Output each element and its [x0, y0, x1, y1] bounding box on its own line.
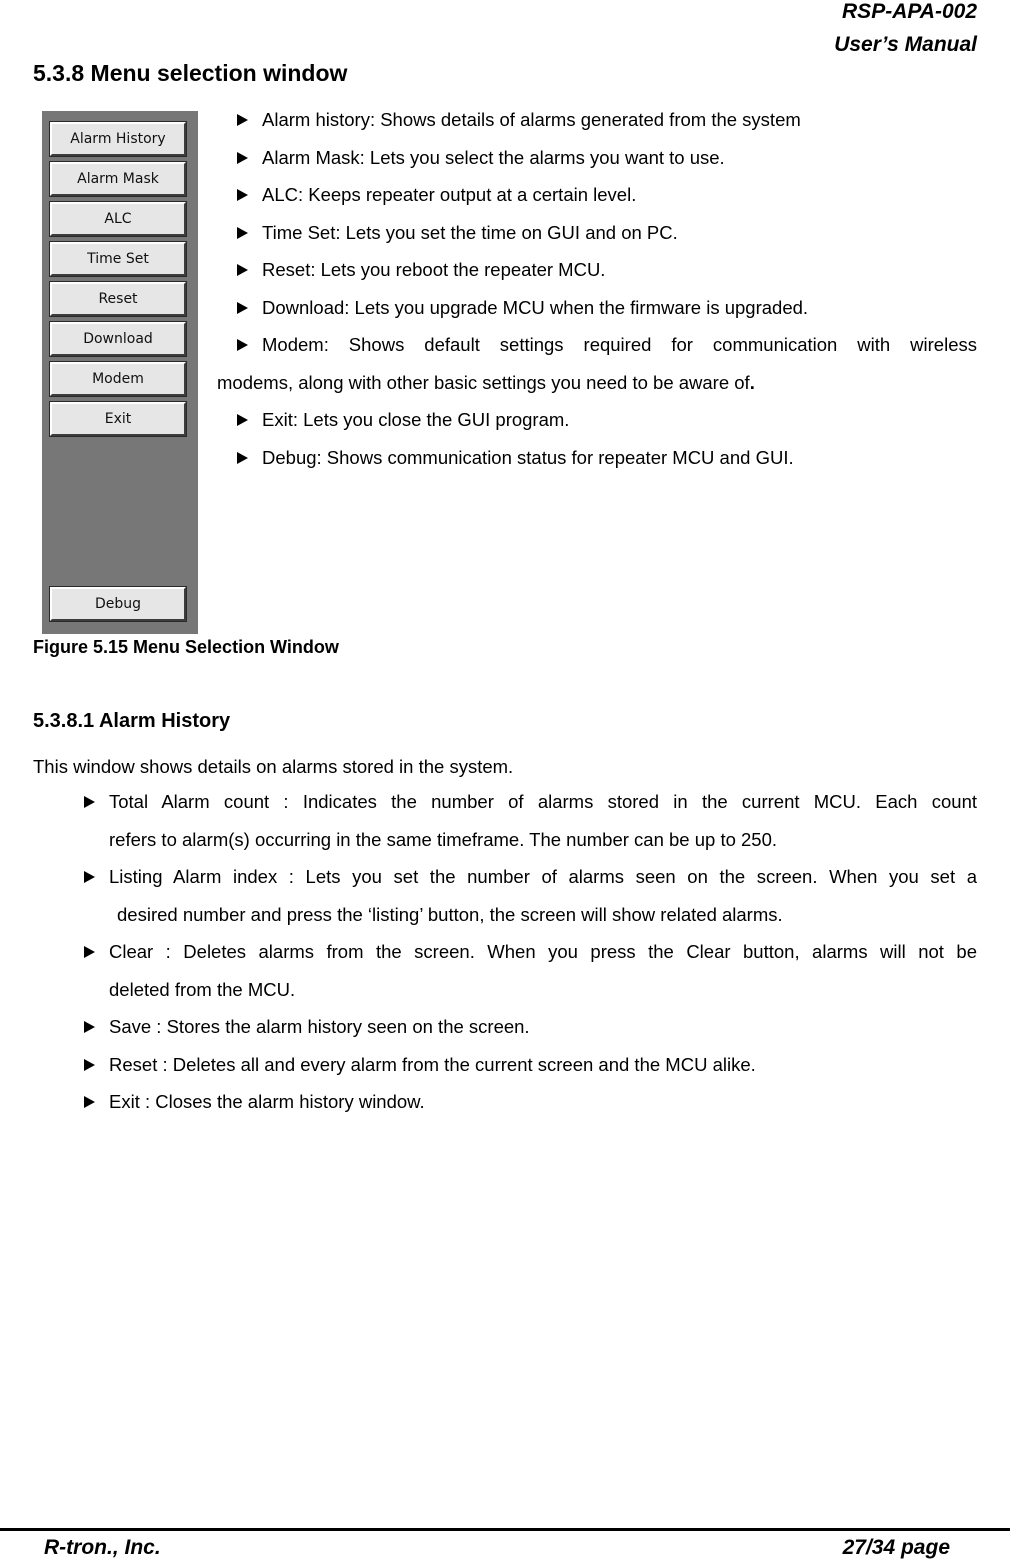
bullet-triangle-icon — [237, 302, 248, 314]
bullet-triangle-icon — [237, 189, 248, 201]
bullet-triangle-icon — [237, 414, 248, 426]
desc-download: Download: Lets you upgrade MCU when the firmware is upgraded. — [237, 296, 808, 320]
item-exit: Exit : Closes the alarm history window. — [84, 1090, 425, 1114]
item-clear-cont: deleted from the MCU. — [109, 979, 296, 1000]
item-save: Save : Stores the alarm history seen on the screen. — [84, 1015, 530, 1039]
figure-caption: Figure 5.15 Menu Selection Window — [33, 637, 339, 657]
bullet-triangle-icon — [237, 452, 248, 464]
desc-modem-line2: modems, along with other basic settings you need to be aware of. — [217, 372, 755, 393]
alarm-mask-button[interactable]: Alarm Mask — [50, 162, 186, 196]
bullet-triangle-icon — [84, 946, 95, 958]
footer-rule — [0, 1528, 1010, 1531]
item-reset: Reset : Deletes all and every alarm from the current screen and the MCU alike. — [84, 1053, 756, 1077]
bullet-triangle-icon — [84, 1021, 95, 1033]
bullet-triangle-icon — [237, 264, 248, 276]
alarm-history-button[interactable]: Alarm History — [50, 122, 186, 156]
exit-button[interactable]: Exit — [50, 402, 186, 436]
subsection-title: 5.3.8.1 Alarm History — [33, 710, 231, 732]
manual-title: User’s Manual — [834, 33, 977, 56]
desc-exit: Exit: Lets you close the GUI program. — [237, 408, 569, 432]
item-total-alarm-count-cont: refers to alarm(s) occurring in the same timeframe. The number can be up to 250. — [109, 829, 778, 850]
item-total-alarm-count: Total Alarm count : Indicates the number of alarms stored in the current MCU. Each count — [84, 790, 977, 814]
alc-button[interactable]: ALC — [50, 202, 186, 236]
bullet-triangle-icon — [237, 227, 248, 239]
desc-alc: ALC: Keeps repeater output at a certain level. — [237, 183, 636, 207]
item-listing-alarm-index: Listing Alarm index : Lets you set the number of alarms seen on the screen. When you set a — [84, 865, 977, 889]
time-set-button[interactable]: Time Set — [50, 242, 186, 276]
desc-modem-line1: Modem: Shows default settings required for communication with wireless — [237, 333, 977, 357]
bullet-triangle-icon — [84, 1096, 95, 1108]
desc-debug: Debug: Shows communication status for repeater MCU and GUI. — [237, 446, 794, 470]
subsection-intro: This window shows details on alarms stored in the system. — [33, 756, 514, 777]
document-id: RSP-APA-002 — [842, 0, 977, 23]
bullet-triangle-icon — [237, 114, 248, 126]
bullet-triangle-icon — [84, 871, 95, 883]
desc-alarm-mask: Alarm Mask: Lets you select the alarms you want to use. — [237, 146, 725, 170]
desc-reset: Reset: Lets you reboot the repeater MCU. — [237, 258, 605, 282]
modem-button[interactable]: Modem — [50, 362, 186, 396]
desc-alarm-history: Alarm history: Shows details of alarms generated from the system — [237, 108, 801, 132]
debug-button[interactable]: Debug — [50, 587, 186, 621]
item-listing-alarm-index-cont: desired number and press the ‘listing’ button, the screen will show related alarms. — [117, 904, 783, 925]
bullet-triangle-icon — [84, 1059, 95, 1071]
download-button[interactable]: Download — [50, 322, 186, 356]
bullet-triangle-icon — [237, 152, 248, 164]
bullet-triangle-icon — [84, 796, 95, 808]
item-clear: Clear : Deletes alarms from the screen. When you press the Clear button, alarms will not be — [84, 940, 977, 964]
reset-button[interactable]: Reset — [50, 282, 186, 316]
desc-time-set: Time Set: Lets you set the time on GUI and on PC. — [237, 221, 678, 245]
bullet-triangle-icon — [237, 339, 248, 351]
section-title: 5.3.8 Menu selection window — [33, 60, 348, 86]
menu-selection-panel — [42, 111, 198, 634]
footer-page-number: 27/34 page — [842, 1536, 950, 1559]
footer-company: R-tron., Inc. — [44, 1536, 161, 1559]
